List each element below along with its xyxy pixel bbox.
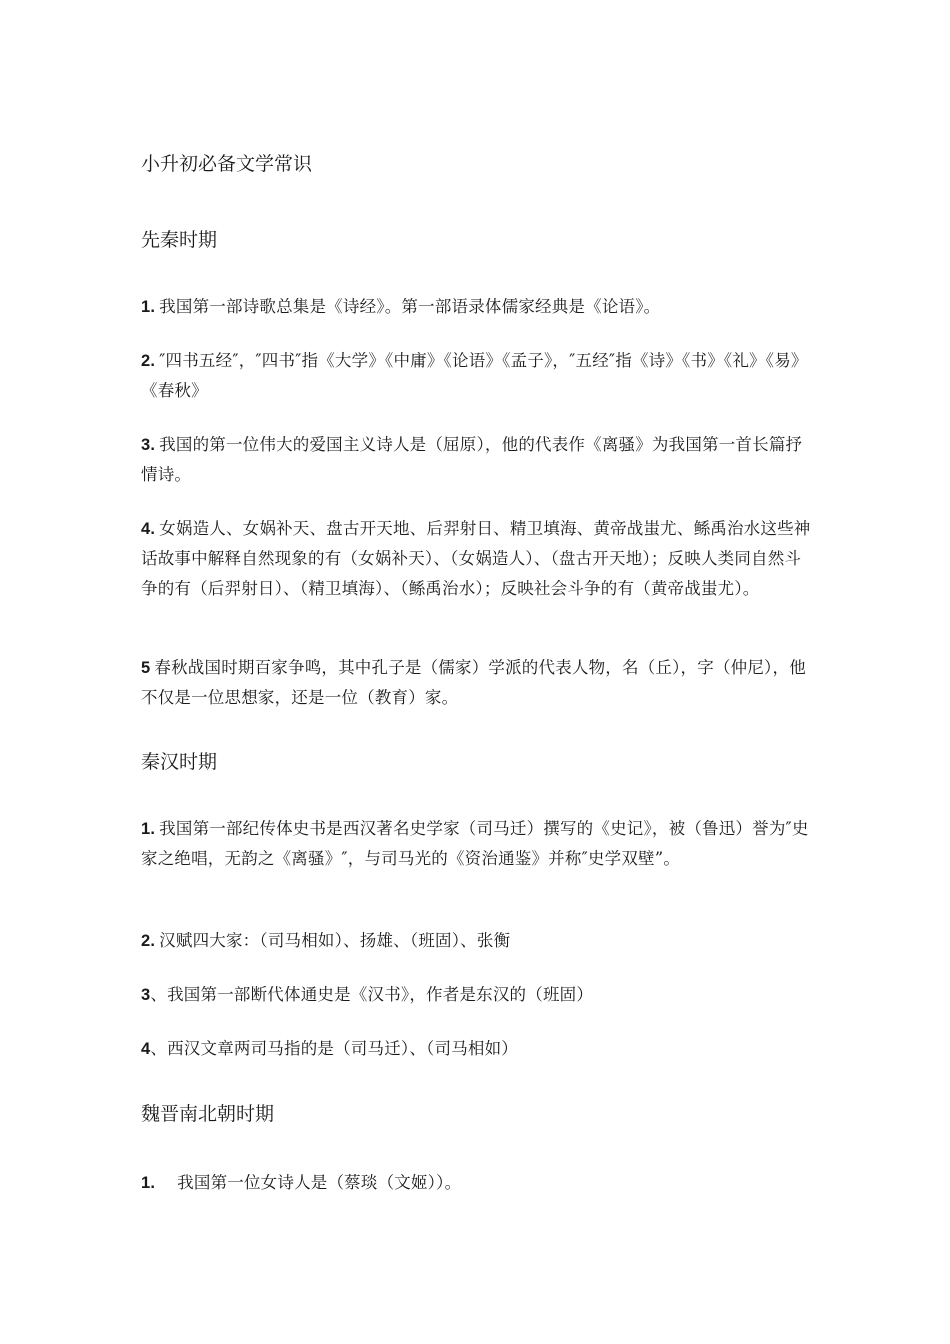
list-item bbox=[141, 514, 811, 604]
item-text: ″四书五经″，″四书″指《大学》《中庸》《论语》《孟子》，″五经″指《诗》《书》《礼》《易》《春秋》 bbox=[141, 351, 808, 400]
section-heading-qinhan: 秦汉时期 bbox=[141, 751, 218, 773]
item-text: 我国第一部诗歌总集是《诗经》。第一部语录体儒家经典是《论语》。 bbox=[159, 297, 661, 316]
item-text: 汉赋四大家：（司马相如）、扬雄、（班固）、张衡 bbox=[159, 931, 511, 950]
item-text: 我国的第一位伟大的爱国主义诗人是（屈原），他的代表作《离骚》为我国第一首长篇抒情诗。 bbox=[141, 435, 803, 484]
item-text: 女娲造人、女娲补天、盘古开天地、后羿射日、精卫填海、黄帝战蚩尤、鲧禹治水这些神话故事中解释自然现象的有（女娲补天）、（女娲造人）、（盘古开天地）；反映人类同自然斗争的有（后羿射日）、（精卫填海）、（鲧禹治水）；反映社会斗争的有（黄帝战蚩尤）。 bbox=[141, 519, 811, 598]
list-item bbox=[141, 292, 811, 322]
item-text: 春秋战国时期百家争鸣，其中孔子是（儒家）学派的代表人物，名（丘），字（仲尼），他不仅是一位思想家，还是一位（教育）家。 bbox=[141, 658, 806, 707]
item-number: 4. bbox=[141, 520, 156, 538]
section-heading-xianqin: 先秦时期 bbox=[141, 229, 218, 251]
list-item bbox=[141, 814, 811, 874]
item-number: 5 bbox=[141, 659, 151, 677]
item-number: 3 bbox=[141, 986, 151, 1004]
item-number: 1. bbox=[141, 820, 156, 838]
item-number: 1. bbox=[141, 1174, 156, 1192]
list-item bbox=[141, 653, 811, 713]
document-title: 小升初必备文学常识 bbox=[141, 153, 313, 175]
item-number: 2. bbox=[141, 932, 156, 950]
item-text: 、西汉文章两司马指的是（司马迁）、（司马相如） bbox=[150, 1039, 518, 1058]
list-item bbox=[141, 980, 811, 1010]
item-text: 、我国第一部断代体通史是《汉书》，作者是东汉的（班固） bbox=[150, 985, 594, 1004]
list-item bbox=[141, 1168, 811, 1198]
item-number: 4 bbox=[141, 1040, 151, 1058]
item-text: 我国第一位女诗人是（蔡琰（文姬））。 bbox=[177, 1173, 462, 1192]
list-item bbox=[141, 430, 811, 490]
section-heading-weijin: 魏晋南北朝时期 bbox=[141, 1103, 275, 1125]
list-item bbox=[141, 346, 811, 406]
item-text: 我国第一部纪传体史书是西汉著名史学家（司马迁）撰写的《史记》，被（鲁迅）誉为″史家之绝唱，无韵之《离骚》″，与司马光的《资治通鉴》并称″史学双壁”。 bbox=[141, 819, 809, 868]
item-number: 2. bbox=[141, 352, 156, 370]
item-number: 3. bbox=[141, 436, 156, 454]
item-number: 1. bbox=[141, 298, 156, 316]
list-item bbox=[141, 926, 811, 956]
list-item bbox=[141, 1034, 811, 1064]
